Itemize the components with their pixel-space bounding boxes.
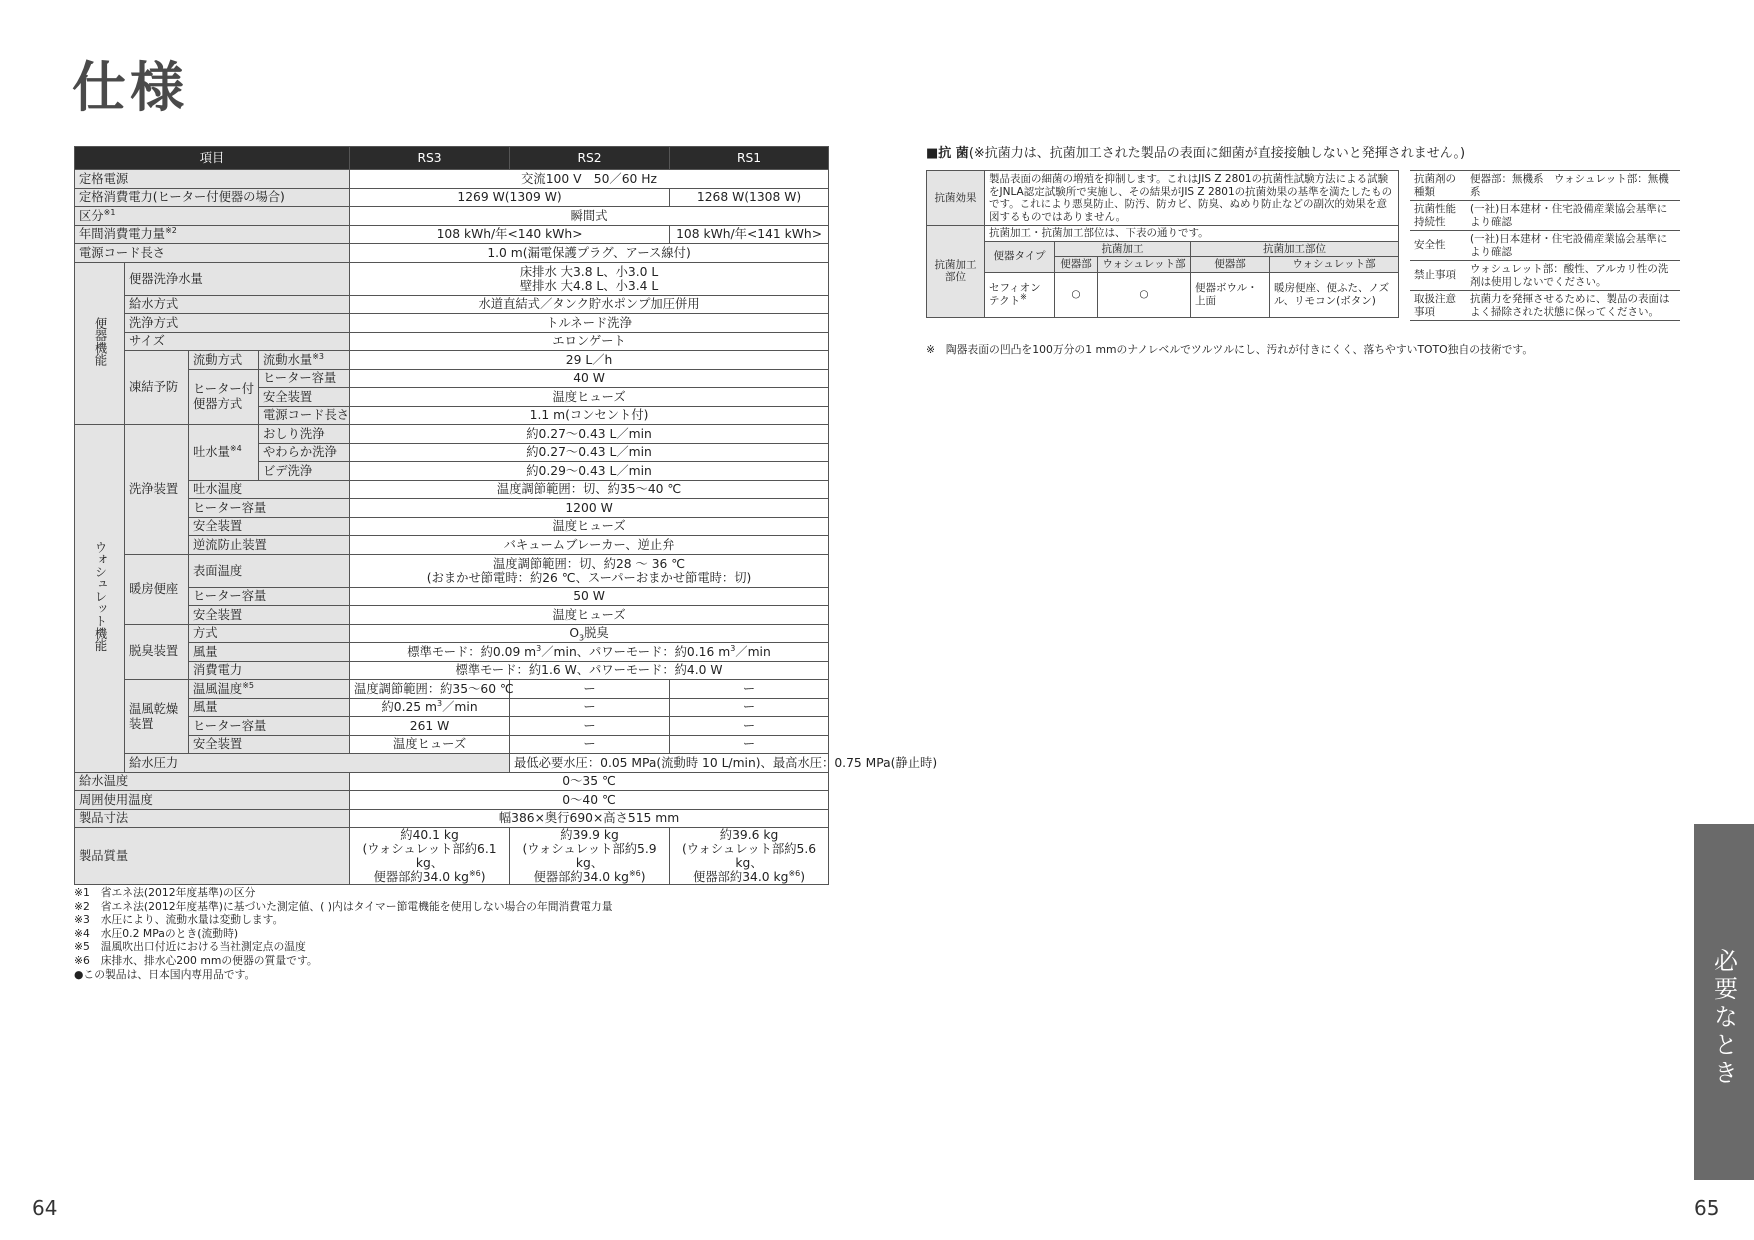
table-row [927, 241, 1399, 257]
row-label: ビデ洗浄 [259, 462, 350, 481]
table-row [75, 828, 829, 885]
row-label: 安全装置 [259, 388, 350, 407]
row-value-rs2: 約39.9 kg (ウォシュレット部約5.9 kg、 便器部約34.0 $kg^{※6}$) [510, 828, 670, 885]
row-value: 床排水 大3.8 L、小3.0 L 壁排水 大4.8 L、小3.4 L [350, 262, 829, 295]
row-label: 給水方式 [125, 295, 350, 314]
bui-washlet: 暖房便座、便ふた、ノズル、リモコン(ボタン) [1270, 272, 1399, 317]
header-rs3: RS3 [350, 147, 510, 170]
row-label: 定格消費電力(ヒーター付便器の場合) [75, 188, 350, 207]
footnote: ●この製品は、日本国内専用品です。 [74, 967, 256, 981]
table-row [75, 170, 829, 189]
side-label: 抗菌剤の種類 [1410, 171, 1466, 201]
table-row [75, 661, 829, 680]
table-row [75, 425, 829, 444]
antibacterial-section [926, 146, 1678, 356]
row-value-rs3: 温度調節範囲：約35～60 ℃ [350, 680, 510, 699]
table-row [1410, 171, 1680, 201]
section-tab-label: 必要なとき [1709, 948, 1738, 1088]
table-row [75, 680, 829, 699]
group-benki-label: 便器機能 [75, 262, 125, 425]
row-label: 吐水量$^{※4}$ [189, 425, 259, 481]
parts-intro: 抗菌加工・抗菌加工部位は、下表の通りです。 [985, 226, 1399, 242]
kako-washlet: ○ [1098, 272, 1191, 317]
antibacterial-title: ■抗 菌(※抗菌力は、抗菌加工された製品の表面に細菌が直接接触しないと発揮されません。) [926, 146, 1466, 161]
row-value: 最低必要水圧：0.05 MPa(流動時 10 L/min)、最高水圧：0.75 MPa(静止時) [510, 754, 829, 773]
row-label: やわらか洗浄 [259, 443, 350, 462]
row-value: 温度ヒューズ [350, 517, 829, 536]
side-value: (一社)日本建材・住宅設備産業協会基準により確認 [1466, 201, 1680, 231]
side-label: 取扱注意事項 [1410, 291, 1466, 321]
table-row [1410, 201, 1680, 231]
row-value-rs1: ー [670, 717, 829, 736]
group-washlet-label: ウォシュレット機能 [75, 425, 125, 773]
washlet-bu-header: ウォシュレット部 [1270, 257, 1399, 273]
row-label: 風量 [189, 643, 350, 662]
row-label: 洗浄方式 [125, 314, 350, 333]
row-label: 製品寸法 [75, 809, 350, 828]
antibacterial-side-table [1410, 170, 1680, 321]
table-row [75, 295, 829, 314]
table-row [75, 262, 829, 295]
row-value: 温度ヒューズ [350, 388, 829, 407]
row-value-rs2: ー [510, 735, 670, 754]
row-value: 40 W [350, 369, 829, 388]
row-value: エロンゲート [350, 332, 829, 351]
table-row [75, 499, 829, 518]
row-value-rs3: 温度ヒューズ [350, 735, 510, 754]
side-value: 便器部：無機系 ウォシュレット部：無機系 [1466, 171, 1680, 201]
benki-bu-header: 便器部 [1055, 257, 1098, 273]
row-value: 約0.29～0.43 L／min [350, 462, 829, 481]
table-row [75, 351, 829, 370]
row-value-rs3: 約40.1 kg (ウォシュレット部約6.1 kg、 便器部約34.0 $kg^{※6}$) [350, 828, 510, 885]
row-label: 安全装置 [189, 606, 350, 625]
row-value-rs1: ー [670, 698, 829, 717]
side-label: 抗菌性能持続性 [1410, 201, 1466, 231]
row-value: 幅386×奥行690×高さ515 mm [350, 809, 829, 828]
row-label: 便器洗浄水量 [125, 262, 350, 295]
footnote: ※3 水圧により、流動水量は変動します。 [74, 913, 284, 927]
row-value: 1.0 m(漏電保護プラグ、アース線付) [350, 244, 829, 263]
table-row [75, 754, 829, 773]
side-label: 禁止事項 [1410, 261, 1466, 291]
page-number-left: 64 [32, 1196, 58, 1220]
table-row [1410, 291, 1680, 321]
table-row [75, 314, 829, 333]
kako-benki: ○ [1055, 272, 1098, 317]
footnote: ※1 省エネ法(2012年度基準)の区分 [74, 886, 256, 899]
table-row [75, 225, 829, 244]
page-title: 仕様 [72, 56, 188, 119]
row-label: 区分$^{※1}$ [75, 207, 350, 226]
benki-bu-header: 便器部 [1191, 257, 1270, 273]
row-value: $O_3$脱臭 [350, 624, 829, 643]
row-label: 吐水温度 [189, 480, 350, 499]
row-value-rs1: 約39.6 kg (ウォシュレット部約5.6 kg、 便器部約34.0 $kg^{※6}$) [670, 828, 829, 885]
row-value: 瞬間式 [350, 207, 829, 226]
row-value: トルネード洗浄 [350, 314, 829, 333]
table-row [927, 226, 1399, 242]
effect-text: 製品表面の細菌の増殖を抑制します。これはJIS Z 2801の抗菌性試験方法による試験をJNLA認定試験所で実施し、その結果がJIS Z 2801の抗菌効果の基準を満たしたものです。これにより悪臭防止、防汚、防カビ、防臭、ぬめり防止などの副次的効果を意図するものではありません。 [985, 171, 1399, 226]
table-row [75, 188, 829, 207]
section-tab [1694, 824, 1754, 1180]
row-value: 1269 W(1309 W) [350, 188, 670, 207]
row-label: 定格電源 [75, 170, 350, 189]
table-row [927, 171, 1399, 226]
subgroup-senjo-label: 洗浄装置 [125, 425, 189, 555]
row-value: 29 L／h [350, 351, 829, 370]
row-value-rs3: 約0.25 $m^3/\min$ [350, 698, 510, 717]
row-label: ヒーター容量 [189, 499, 350, 518]
row-value-rs3: 261 W [350, 717, 510, 736]
row-value: バキュームブレーカー、逆止弁 [350, 536, 829, 555]
footnote: ※4 水圧0.2 MPaのとき(流動時) [74, 926, 239, 940]
table-row [75, 244, 829, 263]
footnote-ref: ※5 [242, 680, 254, 690]
row-label: おしり洗浄 [259, 425, 350, 444]
table-row [75, 772, 829, 791]
antibacterial-footnote: ※ 陶器表面の凹凸を100万分の1 mmのナノレベルでツルツルにし、汚れが付きにくく、落ちやすいTOTO独自の技術です。 [926, 343, 1534, 356]
spec-table [74, 146, 938, 885]
effect-label: 抗菌効果 [927, 171, 985, 226]
row-value: 108 kWh/年<140 kWh> [350, 225, 670, 244]
subgroup-danbo-label: 暖房便座 [125, 554, 189, 624]
row-label: ヒーター容量 [189, 717, 350, 736]
type-value: セフィオンテクト※ [985, 272, 1055, 317]
row-label: 周囲使用温度 [75, 791, 350, 810]
table-row [75, 536, 829, 555]
table-row [75, 624, 829, 643]
table-row [75, 735, 829, 754]
row-value: 交流100 V 50／60 Hz [350, 170, 829, 189]
row-value-rs2: ー [510, 717, 670, 736]
row-label: ヒーター容量 [259, 369, 350, 388]
header-item: 項目 [75, 147, 350, 170]
row-value-rs2: ー [510, 698, 670, 717]
footnote-ref: ※2 [165, 226, 177, 236]
footnote-ref: ※1 [103, 207, 116, 217]
row-label: ヒーター付便器方式 [189, 369, 259, 425]
table-row [75, 809, 829, 828]
row-label: 安全装置 [189, 517, 350, 536]
row-value: 温度調節範囲：切、約35～40 ℃ [350, 480, 829, 499]
row-label: 給水圧力 [125, 754, 510, 773]
kako-bui-header: 抗菌加工部位 [1191, 241, 1399, 257]
side-value: (一社)日本建材・住宅設備産業協会基準により確認 [1466, 231, 1680, 261]
subgroup-dasshu-label: 脱臭装置 [125, 624, 189, 680]
table-row [1410, 231, 1680, 261]
row-value: 1268 W(1308 W) [670, 188, 829, 207]
row-label: 表面温度 [189, 554, 350, 587]
row-value: 50 W [350, 587, 829, 606]
row-label: 流動方式 [189, 351, 259, 370]
table-row [75, 554, 829, 587]
table-row [75, 332, 829, 351]
table-row [75, 791, 829, 810]
footnote-ref: ※4 [229, 444, 242, 454]
row-value: 温度ヒューズ [350, 606, 829, 625]
row-label: 逆流防止装置 [189, 536, 350, 555]
table-header-row [75, 147, 829, 170]
table-row [75, 369, 829, 388]
table-row [75, 517, 829, 536]
header-rs2: RS2 [510, 147, 670, 170]
row-value: 約0.27～0.43 L／min [350, 425, 829, 444]
row-label: 電源コード長さ [75, 244, 350, 263]
row-value-rs2: ー [510, 680, 670, 699]
row-value: 標準モード：約0.09 $m^3/\min$、パワーモード：約0.16 $m^3/\min$ [350, 643, 829, 662]
table-row [75, 587, 829, 606]
page-number-right: 65 [1694, 1196, 1720, 1220]
row-label: 方式 [189, 624, 350, 643]
row-value: 標準モード：約1.6 W、パワーモード：約4.0 W [350, 661, 829, 680]
table-row [75, 207, 829, 226]
row-value: 108 kWh/年<141 kWh> [670, 225, 829, 244]
row-value: 水道直結式／タンク貯水ポンプ加圧併用 [350, 295, 829, 314]
row-label: サイズ [125, 332, 350, 351]
row-label: 年間消費電力量$^{※2}$ [75, 225, 350, 244]
parts-label: 抗菌加工部位 [927, 226, 985, 318]
row-label: 製品質量 [75, 828, 350, 885]
row-label: ヒーター容量 [189, 587, 350, 606]
row-value: 温度調節範囲：切、約28 ～ 36 ℃ (おまかせ節電時：約26 ℃、スーパーおまかせ節電時：切) [350, 554, 829, 587]
row-label: 風量 [189, 698, 350, 717]
row-value-rs1: ー [670, 680, 829, 699]
kako-header: 抗菌加工 [1055, 241, 1191, 257]
footnote: ※2 省エネ法(2012年度基準)に基づいた測定値、( )内はタイマー節電機能を使用しない場合の年間消費電力量 [74, 899, 613, 913]
row-value: 1200 W [350, 499, 829, 518]
table-row [1410, 261, 1680, 291]
row-value: 0～35 ℃ [350, 772, 829, 791]
washlet-bu-header: ウォシュレット部 [1098, 257, 1191, 273]
row-label: 給水温度 [75, 772, 350, 791]
row-value: 0～40 ℃ [350, 791, 829, 810]
table-row [75, 643, 829, 662]
spec-section [74, 146, 938, 885]
row-label: 電源コード長さ [259, 406, 350, 425]
row-value: 1.1 m(コンセント付) [350, 406, 829, 425]
row-label: 消費電力 [189, 661, 350, 680]
footnote: ※6 床排水、排水心200 mmの便器の質量です。 [74, 953, 318, 967]
footnotes [74, 886, 613, 981]
side-label: 安全性 [1410, 231, 1466, 261]
table-row [75, 606, 829, 625]
antibacterial-table [926, 170, 1399, 318]
table-row [927, 272, 1399, 317]
row-value-rs1: ー [670, 735, 829, 754]
type-header: 便器タイプ [985, 241, 1055, 272]
row-value: 約0.27～0.43 L／min [350, 443, 829, 462]
subgroup-kanpu-label: 温風乾燥装置 [125, 680, 189, 754]
row-label: 安全装置 [189, 735, 350, 754]
side-value: 抗菌力を発揮させるために、製品の表面はよく掃除された状態に保ってください。 [1466, 291, 1680, 321]
row-label: 温風温度$^{※5}$ [189, 680, 350, 699]
footnote-ref: ※3 [312, 351, 324, 361]
table-row [75, 480, 829, 499]
side-value: ウォシュレット部：酸性、アルカリ性の洗剤は使用しないでください。 [1466, 261, 1680, 291]
footnote: ※5 温風吹出口付近における当社測定点の温度 [74, 940, 306, 954]
row-label: 流動水量$^{※3}$ [259, 351, 350, 370]
table-row [75, 698, 829, 717]
header-rs1: RS1 [670, 147, 829, 170]
bui-benki: 便器ボウル・上面 [1191, 272, 1270, 317]
table-row [75, 717, 829, 736]
subgroup-toketsu-label: 凍結予防 [125, 351, 189, 425]
